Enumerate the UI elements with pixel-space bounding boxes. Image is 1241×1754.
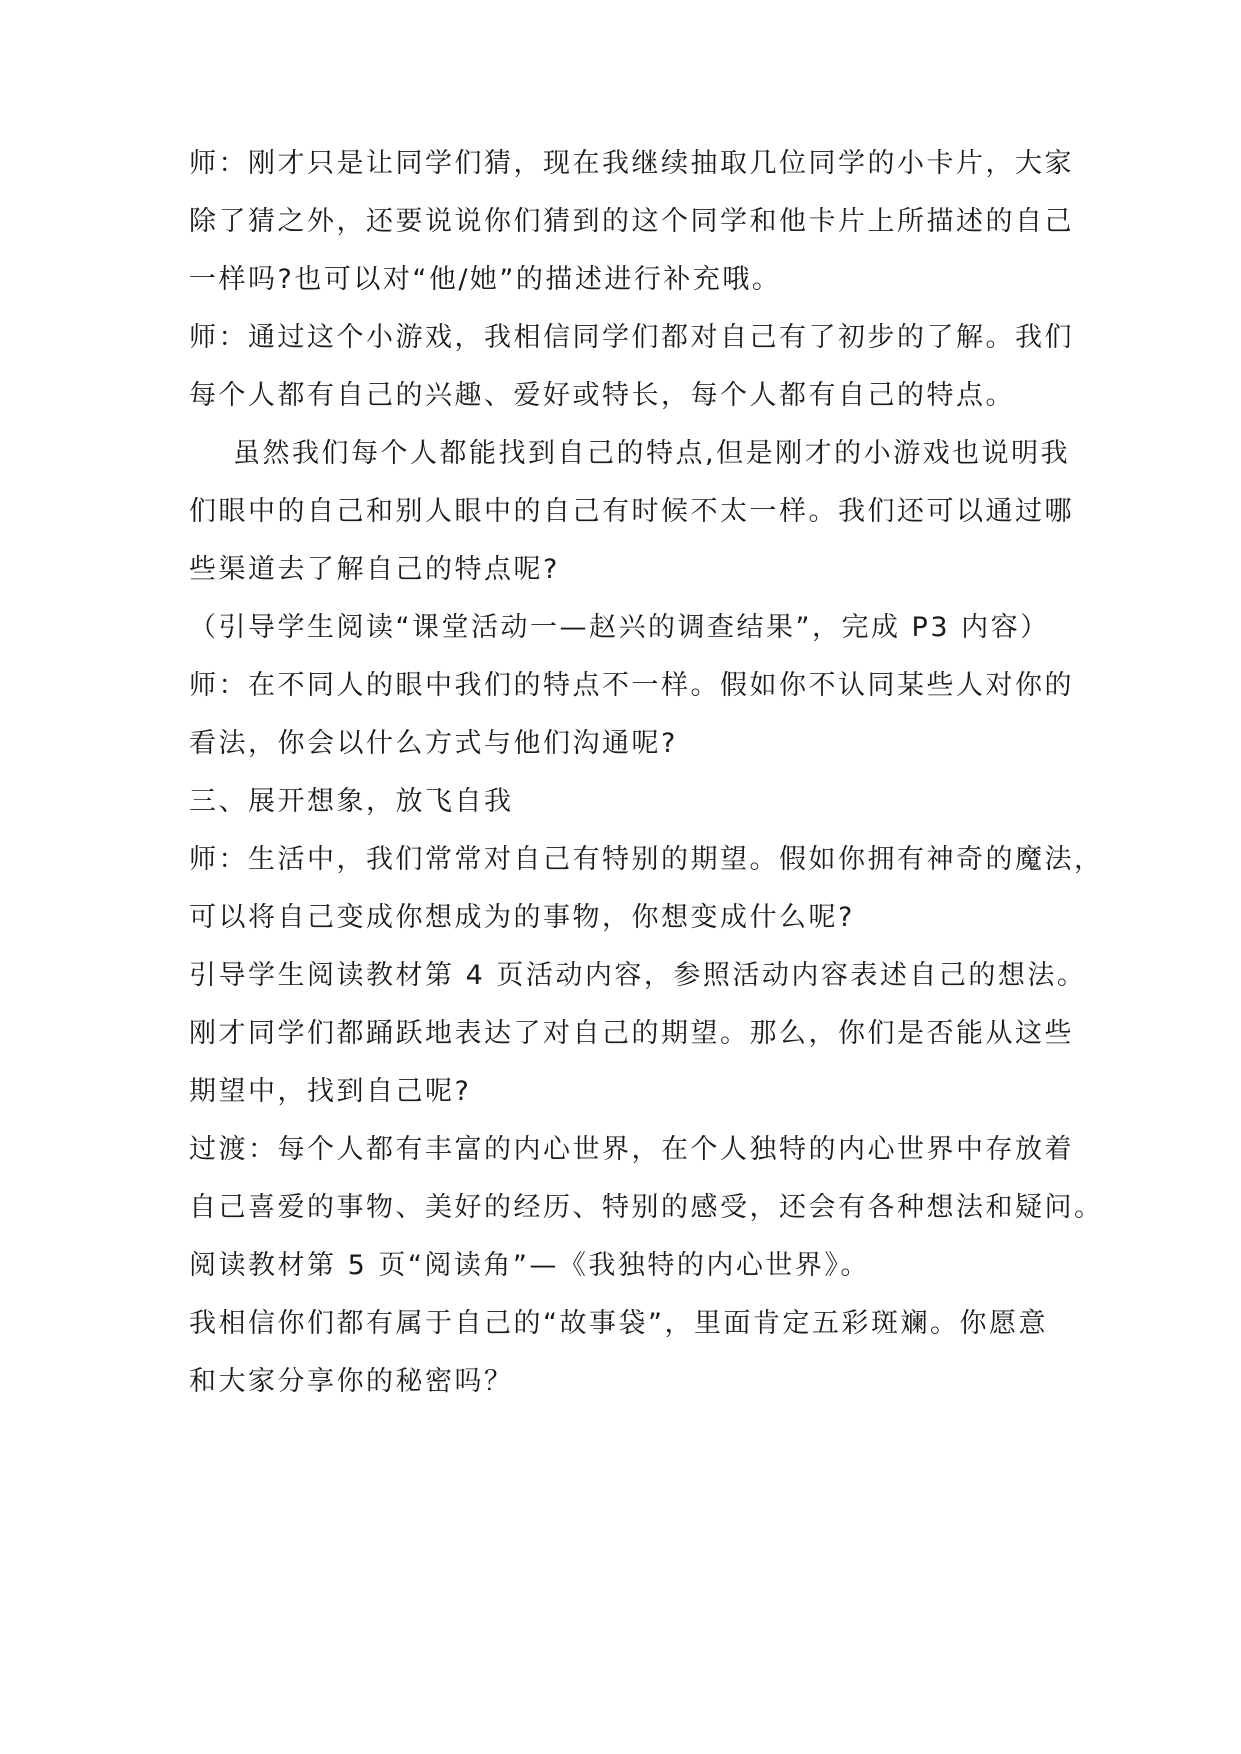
- text-line: （引导学生阅读“课堂活动一—赵兴的调查结果”，完成 P3 内容）: [189, 612, 1050, 643]
- text-line: 和大家分享你的秘密吗？: [189, 1366, 514, 1397]
- text-line: 我相信你们都有属于自己的“故事袋”，里面肯定五彩斑斓。你愿意: [189, 1308, 1048, 1339]
- text-line: 除了猜之外，还要说说你们猜到的这个同学和他卡片上所描述的自己: [189, 206, 1074, 237]
- text-line: 些渠道去了解自己的特点呢?: [189, 554, 560, 585]
- text-line: 引导学生阅读教材第 4 页活动内容，参照活动内容表述自己的想法。: [189, 960, 1087, 991]
- text-line: 期望中，找到自己呢?: [189, 1076, 472, 1107]
- text-line: 师：生活中，我们常常对自己有特别的期望。假如你拥有神奇的魔法，: [189, 844, 1104, 875]
- text-line: 每个人都有自己的兴趣、爱好或特长，每个人都有自己的特点。: [189, 380, 1015, 411]
- text-line: 过渡：每个人都有丰富的内心世界，在个人独特的内心世界中存放着: [189, 1134, 1074, 1165]
- section-heading: 三、展开想象，放飞自我: [189, 786, 514, 817]
- text-line: 看法，你会以什么方式与他们沟通呢?: [189, 728, 678, 759]
- text-line: 一样吗?也可以对“他/她”的描述进行补充哦。: [189, 264, 782, 295]
- text-line: 可以将自己变成你想成为的事物，你想变成什么呢?: [189, 902, 855, 933]
- text-line: 师：通过这个小游戏，我相信同学们都对自己有了初步的了解。我们: [189, 322, 1074, 353]
- text-line: 虽然我们每个人都能找到自己的特点,但是刚才的小游戏也说明我: [233, 438, 1071, 469]
- text-line: 师：刚才只是让同学们猜，现在我继续抽取几位同学的小卡片，大家: [189, 148, 1074, 179]
- text-line: 刚才同学们都踊跃地表达了对自己的期望。那么，你们是否能从这些: [189, 1018, 1074, 1049]
- text-line: 自己喜爱的事物、美好的经历、特别的感受，还会有各种想法和疑问。: [189, 1192, 1104, 1223]
- text-line: 们眼中的自己和别人眼中的自己有时候不太一样。我们还可以通过哪: [189, 496, 1074, 527]
- text-line: 师：在不同人的眼中我们的特点不一样。假如你不认同某些人对你的: [189, 670, 1074, 701]
- text-line: 阅读教材第 5 页“阅读角”—《我独特的内心世界》。: [189, 1250, 870, 1281]
